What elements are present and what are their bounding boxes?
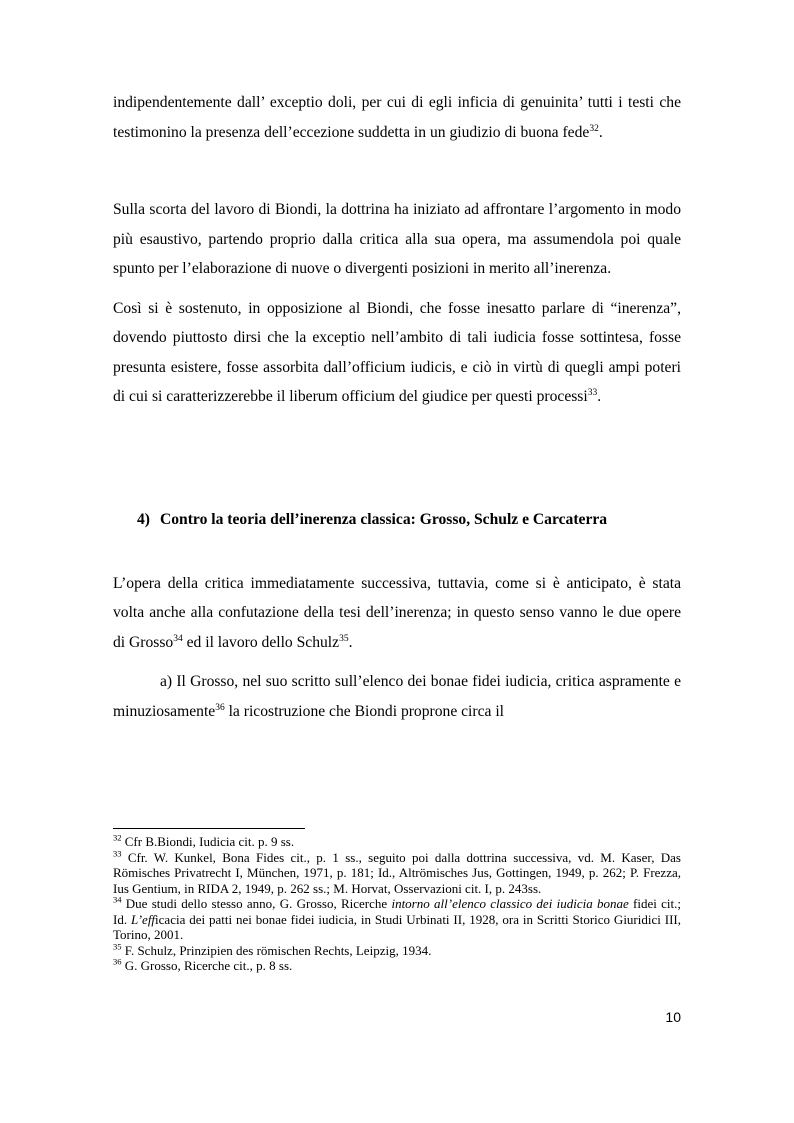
section-heading — [113, 507, 681, 533]
footnote-ref-36[interactable]: 36 — [215, 702, 225, 713]
footnote-text: Due studi dello stesso anno, G. Grosso, Ricerche — [121, 896, 392, 911]
footnote-34 — [113, 896, 681, 943]
paragraph-5-text-b: la ricostruzione che Biondi proprone circa il — [224, 702, 504, 720]
paragraph-3 — [113, 294, 681, 412]
paragraph-5 — [113, 667, 681, 726]
paragraph-1-end: . — [598, 123, 603, 141]
paragraph-2: Sulla scorta del lavoro di Biondi, la dottrina ha iniziato ad affrontare l’argomento in modo più esaustivo, partendo proprio dalla critica alla sua opera, ma assumendola poi quale spunto per l’elaborazione di nuove o divergenti posizioni in merito all’inerenza. — [113, 201, 681, 277]
paragraph-1 — [113, 88, 681, 147]
footnote-text: Cfr B.Biondi, Iudicia cit. p. 9 ss. — [121, 834, 295, 849]
paragraph-4 — [113, 569, 681, 658]
paragraph-4-end: . — [348, 633, 353, 651]
footnote-ref-33[interactable]: 33 — [587, 387, 598, 398]
paragraph-4-text-b: ed il lavoro dello Schulz — [182, 633, 340, 651]
footnote-33 — [113, 850, 681, 897]
footnote-separator — [113, 828, 305, 829]
footnote-32 — [113, 834, 681, 850]
footnote-text: fidei cit.; Id. — [113, 896, 681, 927]
footnote-number: 36 — [113, 956, 122, 967]
footnotes — [113, 828, 681, 974]
footnote-35 — [113, 943, 681, 959]
footnote-ref-32[interactable]: 32 — [589, 123, 599, 134]
footnote-number: 33 — [113, 848, 122, 859]
paragraph-1-text: indipendentemente dall’ exceptio doli, per cui di egli inficia di genuinita’ tutti i testi che testimonino la presenza dell’eccezione suddetta in un giudizio di buona fede — [113, 94, 681, 141]
footnote-text: icacia dei patti nei bonae fidei iudicia, in Studi Urbinati II, 1928, ora in Scritti Storico Giuridici III, Torino, 2001. — [113, 911, 681, 942]
footnote-italic-title: L’eff — [130, 911, 156, 927]
footnote-text: G. Grosso, Ricerche cit., p. 8 ss. — [121, 958, 293, 973]
footnote-number: 35 — [113, 941, 122, 952]
footnote-number: 34 — [113, 894, 122, 905]
paragraph-3-text: Così si è sostenuto, in opposizione al Biondi, che fosse inesatto parlare di “inerenza”, dovendo piuttosto dirsi che la exceptio nell’ambito di tali iudicia fosse sottintesa, fosse presunta esistere, fosse assorbita dall’officium iudicis, e ciò in virtù di quegli ampi poteri di cui si caratterizzerebbe il liberum officium del giudice per questi processi — [113, 299, 681, 405]
footnote-36 — [113, 958, 681, 974]
section-number: 4) — [137, 510, 150, 528]
footnote-text: F. Schulz, Prinzipien des römischen Rechts, Leipzig, 1934. — [121, 942, 432, 958]
paragraph-5-text-a: a) Il Grosso, nel suo scritto sull’elenco dei bonae fidei iudicia, critica aspramente e minuziosamente — [113, 673, 681, 720]
footnote-number: 32 — [113, 832, 122, 843]
paragraph-3-end: . — [597, 388, 602, 405]
section-title: Contro la teoria dell’inerenza classica: Grosso, Schulz e Carcaterra — [160, 510, 608, 528]
paragraph-4-text-a: L’opera della critica immediatamente successiva, tuttavia, come si è anticipato, è stata volta anche alla confutazione della tesi dell’inerenza; in questo senso vanno le due opere di Grosso — [113, 574, 681, 651]
footnote-text: Cfr. W. Kunkel, Bona Fides cit., p. 1 ss., seguito poi dalla dottrina successiva, vd. M. Kaser, Das Römisches Privatrecht I, München, 1971, p. 181; Id., Altrömisches Jus, Gottingen, 1949, p. 262; P. Frezza, Ius Gentium, in RIDA 2, 1949, p. 262 ss.; M. Horvat, Osservazioni cit. I, p. 243ss. — [113, 849, 681, 896]
page-body — [113, 88, 681, 726]
page-number: 10 — [665, 1009, 681, 1025]
footnote-italic-title: intorno all’elenco classico dei iudicia bonae — [391, 896, 629, 911]
footnote-ref-35[interactable]: 35 — [339, 633, 349, 644]
footnote-ref-34[interactable]: 34 — [173, 633, 183, 644]
